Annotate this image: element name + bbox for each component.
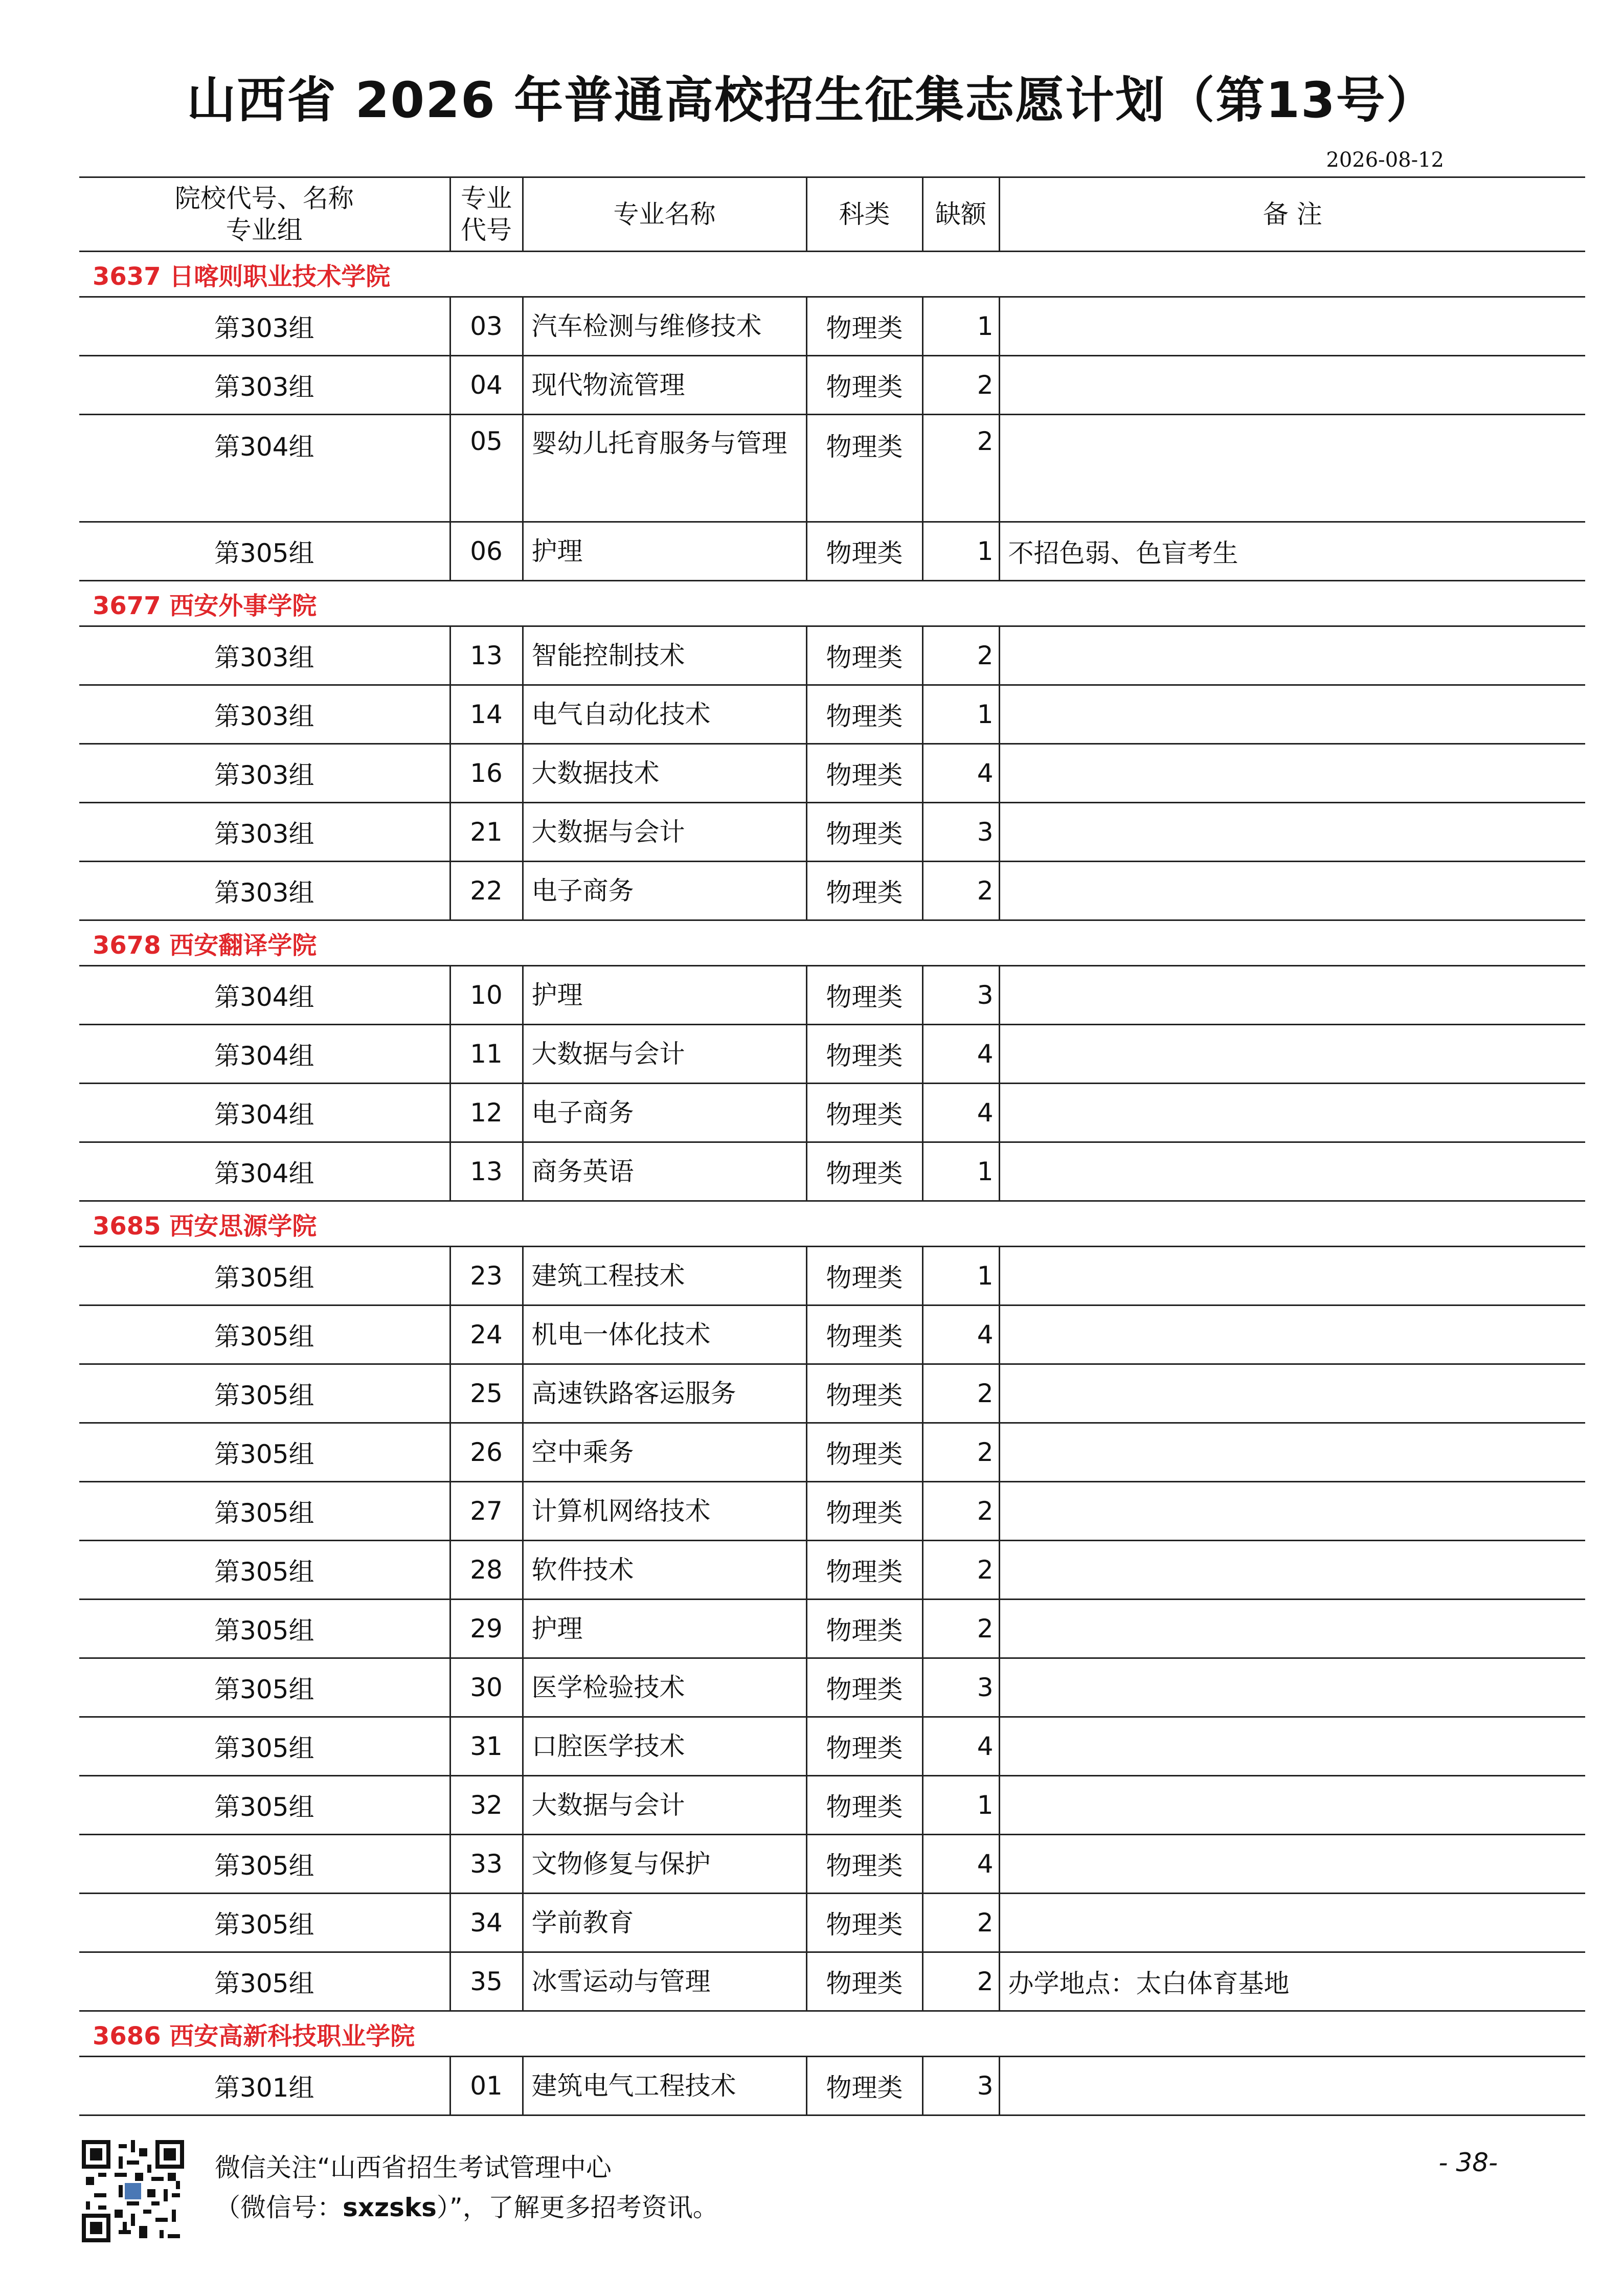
code-cell: 03	[450, 297, 523, 356]
code-cell: 24	[450, 1305, 523, 1364]
code-cell: 06	[450, 522, 523, 581]
category-cell: 物理类	[806, 1247, 922, 1305]
table-row	[79, 1894, 1585, 1952]
table-row	[79, 1423, 1585, 1482]
major-cell: 电气自动化技术	[523, 685, 806, 744]
quota-cell: 1	[922, 1776, 999, 1835]
group-cell: 第303组	[79, 862, 450, 920]
group-cell: 第305组	[79, 1952, 450, 2011]
major-cell: 电子商务	[523, 1084, 806, 1142]
table-row	[79, 1025, 1585, 1084]
quota-cell: 2	[922, 1894, 999, 1952]
category-cell: 物理类	[806, 1952, 922, 2011]
quota-cell: 1	[922, 1142, 999, 1201]
major-cell: 护理	[523, 522, 806, 581]
table-row	[79, 1658, 1585, 1717]
school-header-row	[79, 252, 1585, 297]
header-school	[79, 177, 450, 252]
quota-cell: 4	[922, 1084, 999, 1142]
code-cell: 13	[450, 626, 523, 685]
code-cell: 04	[450, 356, 523, 415]
qr-code-icon	[82, 2140, 184, 2242]
group-cell: 第305组	[79, 1247, 450, 1305]
group-cell: 第305组	[79, 1717, 450, 1776]
quota-cell: 3	[922, 966, 999, 1025]
remark-cell: 办学地点：太白体育基地	[999, 1952, 1585, 2011]
major-cell: 智能控制技术	[523, 626, 806, 685]
table-row	[79, 297, 1585, 356]
remark-cell	[999, 1482, 1585, 1541]
major-cell: 大数据与会计	[523, 1025, 806, 1084]
quota-cell: 1	[922, 1247, 999, 1305]
table-row	[79, 744, 1585, 803]
school-name: 3637 日喀则职业技术学院	[79, 252, 1585, 297]
remark-cell	[999, 966, 1585, 1025]
quota-cell: 3	[922, 803, 999, 862]
major-cell: 大数据与会计	[523, 803, 806, 862]
group-cell: 第305组	[79, 1423, 450, 1482]
school-name: 3685 西安思源学院	[79, 1201, 1585, 1247]
category-cell: 物理类	[806, 862, 922, 920]
document-title: 山西省 2026 年普通高校招生征集志愿计划（第13号）	[187, 72, 1436, 129]
remark-cell: 不招色弱、色盲考生	[999, 522, 1585, 581]
table-header-row	[79, 177, 1585, 252]
table-body	[79, 252, 1585, 2115]
school-header-row	[79, 1201, 1585, 1247]
major-cell: 建筑工程技术	[523, 1247, 806, 1305]
group-cell: 第305组	[79, 1600, 450, 1658]
issue-date: 2026-08-12	[1326, 148, 1444, 172]
remark-cell	[999, 1658, 1585, 1717]
group-cell: 第305组	[79, 1364, 450, 1423]
code-cell: 23	[450, 1247, 523, 1305]
code-cell: 30	[450, 1658, 523, 1717]
remark-cell	[999, 1084, 1585, 1142]
code-cell: 35	[450, 1952, 523, 2011]
table-row	[79, 1084, 1585, 1142]
major-cell: 软件技术	[523, 1541, 806, 1600]
major-cell: 电子商务	[523, 862, 806, 920]
major-cell: 口腔医学技术	[523, 1717, 806, 1776]
table-row	[79, 1247, 1585, 1305]
quota-cell: 4	[922, 1305, 999, 1364]
code-cell: 14	[450, 685, 523, 744]
major-cell: 商务英语	[523, 1142, 806, 1201]
remark-cell	[999, 626, 1585, 685]
school-name: 3686 西安高新科技职业学院	[79, 2011, 1585, 2057]
category-cell: 物理类	[806, 415, 922, 522]
group-cell: 第305组	[79, 1894, 450, 1952]
code-cell: 12	[450, 1084, 523, 1142]
remark-cell	[999, 1600, 1585, 1658]
quota-cell: 2	[922, 626, 999, 685]
table-row	[79, 1142, 1585, 1201]
code-cell: 32	[450, 1776, 523, 1835]
quota-cell: 1	[922, 685, 999, 744]
category-cell: 物理类	[806, 1025, 922, 1084]
quota-cell: 4	[922, 744, 999, 803]
quota-cell: 2	[922, 356, 999, 415]
quota-cell: 2	[922, 1482, 999, 1541]
code-cell: 28	[450, 1541, 523, 1600]
category-cell: 物理类	[806, 297, 922, 356]
group-cell: 第304组	[79, 415, 450, 522]
school-header-row	[79, 581, 1585, 626]
remark-cell	[999, 1717, 1585, 1776]
table-row	[79, 1717, 1585, 1776]
school-header-row	[79, 2011, 1585, 2057]
code-cell: 27	[450, 1482, 523, 1541]
code-cell: 05	[450, 415, 523, 522]
remark-cell	[999, 1305, 1585, 1364]
group-cell: 第305组	[79, 1482, 450, 1541]
remark-cell	[999, 1894, 1585, 1952]
footer-line1: 微信关注“山西省招生考试管理中心	[215, 2153, 612, 2182]
group-cell: 第304组	[79, 1025, 450, 1084]
table-row	[79, 1835, 1585, 1894]
quota-cell: 4	[922, 1025, 999, 1084]
table-row	[79, 803, 1585, 862]
code-cell: 13	[450, 1142, 523, 1201]
group-cell: 第303组	[79, 803, 450, 862]
code-cell: 21	[450, 803, 523, 862]
category-cell: 物理类	[806, 626, 922, 685]
major-cell: 文物修复与保护	[523, 1835, 806, 1894]
school-header-row	[79, 920, 1585, 966]
remark-cell	[999, 685, 1585, 744]
table-row	[79, 1305, 1585, 1364]
quota-cell: 3	[922, 2057, 999, 2115]
major-cell: 婴幼儿托育服务与管理	[523, 415, 806, 522]
header-remark: 备 注	[999, 177, 1585, 252]
footer-line2-post: ）”，了解更多招考资讯。	[436, 2193, 718, 2222]
quota-cell: 3	[922, 1658, 999, 1717]
category-cell: 物理类	[806, 1600, 922, 1658]
category-cell: 物理类	[806, 744, 922, 803]
category-cell: 物理类	[806, 1142, 922, 1201]
group-cell: 第303组	[79, 626, 450, 685]
footer-line2-pre: （微信号：	[215, 2193, 343, 2222]
group-cell: 第305组	[79, 1541, 450, 1600]
wechat-id: sxzsks	[343, 2193, 437, 2222]
remark-cell	[999, 356, 1585, 415]
category-cell: 物理类	[806, 1364, 922, 1423]
code-cell: 01	[450, 2057, 523, 2115]
group-cell: 第303组	[79, 297, 450, 356]
code-cell: 25	[450, 1364, 523, 1423]
header-code-line1: 专业	[461, 184, 512, 213]
major-cell: 建筑电气工程技术	[523, 2057, 806, 2115]
category-cell: 物理类	[806, 966, 922, 1025]
table-row	[79, 685, 1585, 744]
quota-cell: 1	[922, 297, 999, 356]
remark-cell	[999, 1025, 1585, 1084]
table-row	[79, 356, 1585, 415]
major-cell: 机电一体化技术	[523, 1305, 806, 1364]
table-row	[79, 1600, 1585, 1658]
school-name: 3678 西安翻译学院	[79, 920, 1585, 966]
group-cell: 第305组	[79, 1835, 450, 1894]
remark-cell	[999, 1364, 1585, 1423]
group-cell: 第304组	[79, 1142, 450, 1201]
remark-cell	[999, 1247, 1585, 1305]
footer-line2	[215, 2188, 718, 2227]
table-row	[79, 862, 1585, 920]
header-school-line1: 院校代号、名称	[174, 184, 354, 213]
footer-note	[215, 2148, 718, 2227]
table-row	[79, 1482, 1585, 1541]
plan-table	[79, 176, 1585, 2116]
code-cell: 26	[450, 1423, 523, 1482]
major-cell: 护理	[523, 1600, 806, 1658]
remark-cell	[999, 1142, 1585, 1201]
group-cell: 第305组	[79, 1776, 450, 1835]
table-row	[79, 1952, 1585, 2011]
group-cell: 第301组	[79, 2057, 450, 2115]
quota-cell: 2	[922, 1600, 999, 1658]
code-cell: 22	[450, 862, 523, 920]
remark-cell	[999, 1541, 1585, 1600]
table-row	[79, 2057, 1585, 2115]
category-cell: 物理类	[806, 685, 922, 744]
remark-cell	[999, 1423, 1585, 1482]
major-cell: 大数据技术	[523, 744, 806, 803]
quota-cell: 2	[922, 1423, 999, 1482]
page-number: - 38-	[1438, 2148, 1498, 2177]
remark-cell	[999, 1835, 1585, 1894]
remark-cell	[999, 803, 1585, 862]
table-row	[79, 1776, 1585, 1835]
category-cell: 物理类	[806, 1084, 922, 1142]
group-cell: 第303组	[79, 356, 450, 415]
header-major: 专业名称	[523, 177, 806, 252]
major-cell: 医学检验技术	[523, 1658, 806, 1717]
table-row	[79, 1541, 1585, 1600]
category-cell: 物理类	[806, 1541, 922, 1600]
category-cell: 物理类	[806, 803, 922, 862]
category-cell: 物理类	[806, 1835, 922, 1894]
code-cell: 10	[450, 966, 523, 1025]
code-cell: 33	[450, 1835, 523, 1894]
remark-cell	[999, 744, 1585, 803]
table-row	[79, 522, 1585, 581]
quota-cell: 4	[922, 1835, 999, 1894]
remark-cell	[999, 1776, 1585, 1835]
major-cell: 高速铁路客运服务	[523, 1364, 806, 1423]
group-cell: 第304组	[79, 966, 450, 1025]
header-quota: 缺额	[922, 177, 999, 252]
category-cell: 物理类	[806, 1482, 922, 1541]
remark-cell	[999, 862, 1585, 920]
remark-cell	[999, 415, 1585, 522]
category-cell: 物理类	[806, 2057, 922, 2115]
header-code	[450, 177, 523, 252]
code-cell: 29	[450, 1600, 523, 1658]
major-cell: 现代物流管理	[523, 356, 806, 415]
category-cell: 物理类	[806, 1423, 922, 1482]
header-category: 科类	[806, 177, 922, 252]
group-cell: 第305组	[79, 1305, 450, 1364]
quota-cell: 2	[922, 415, 999, 522]
category-cell: 物理类	[806, 1717, 922, 1776]
major-cell: 冰雪运动与管理	[523, 1952, 806, 2011]
major-cell: 学前教育	[523, 1894, 806, 1952]
table-row	[79, 415, 1585, 522]
quota-cell: 1	[922, 522, 999, 581]
category-cell: 物理类	[806, 1894, 922, 1952]
code-cell: 34	[450, 1894, 523, 1952]
group-cell: 第305组	[79, 522, 450, 581]
table-row	[79, 1364, 1585, 1423]
quota-cell: 2	[922, 1364, 999, 1423]
remark-cell	[999, 297, 1585, 356]
code-cell: 31	[450, 1717, 523, 1776]
quota-cell: 2	[922, 862, 999, 920]
quota-cell: 2	[922, 1952, 999, 2011]
remark-cell	[999, 2057, 1585, 2115]
table-row	[79, 966, 1585, 1025]
table-row	[79, 626, 1585, 685]
category-cell: 物理类	[806, 1305, 922, 1364]
school-name: 3677 西安外事学院	[79, 581, 1585, 626]
category-cell: 物理类	[806, 356, 922, 415]
major-cell: 大数据与会计	[523, 1776, 806, 1835]
header-school-line2: 专业组	[226, 215, 303, 245]
quota-cell: 2	[922, 1541, 999, 1600]
group-cell: 第305组	[79, 1658, 450, 1717]
category-cell: 物理类	[806, 522, 922, 581]
quota-cell: 4	[922, 1717, 999, 1776]
header-code-line2: 代号	[461, 215, 512, 245]
major-cell: 护理	[523, 966, 806, 1025]
category-cell: 物理类	[806, 1776, 922, 1835]
major-cell: 汽车检测与维修技术	[523, 297, 806, 356]
category-cell: 物理类	[806, 1658, 922, 1717]
major-cell: 空中乘务	[523, 1423, 806, 1482]
code-cell: 11	[450, 1025, 523, 1084]
major-cell: 计算机网络技术	[523, 1482, 806, 1541]
code-cell: 16	[450, 744, 523, 803]
group-cell: 第303组	[79, 744, 450, 803]
group-cell: 第304组	[79, 1084, 450, 1142]
group-cell: 第303组	[79, 685, 450, 744]
